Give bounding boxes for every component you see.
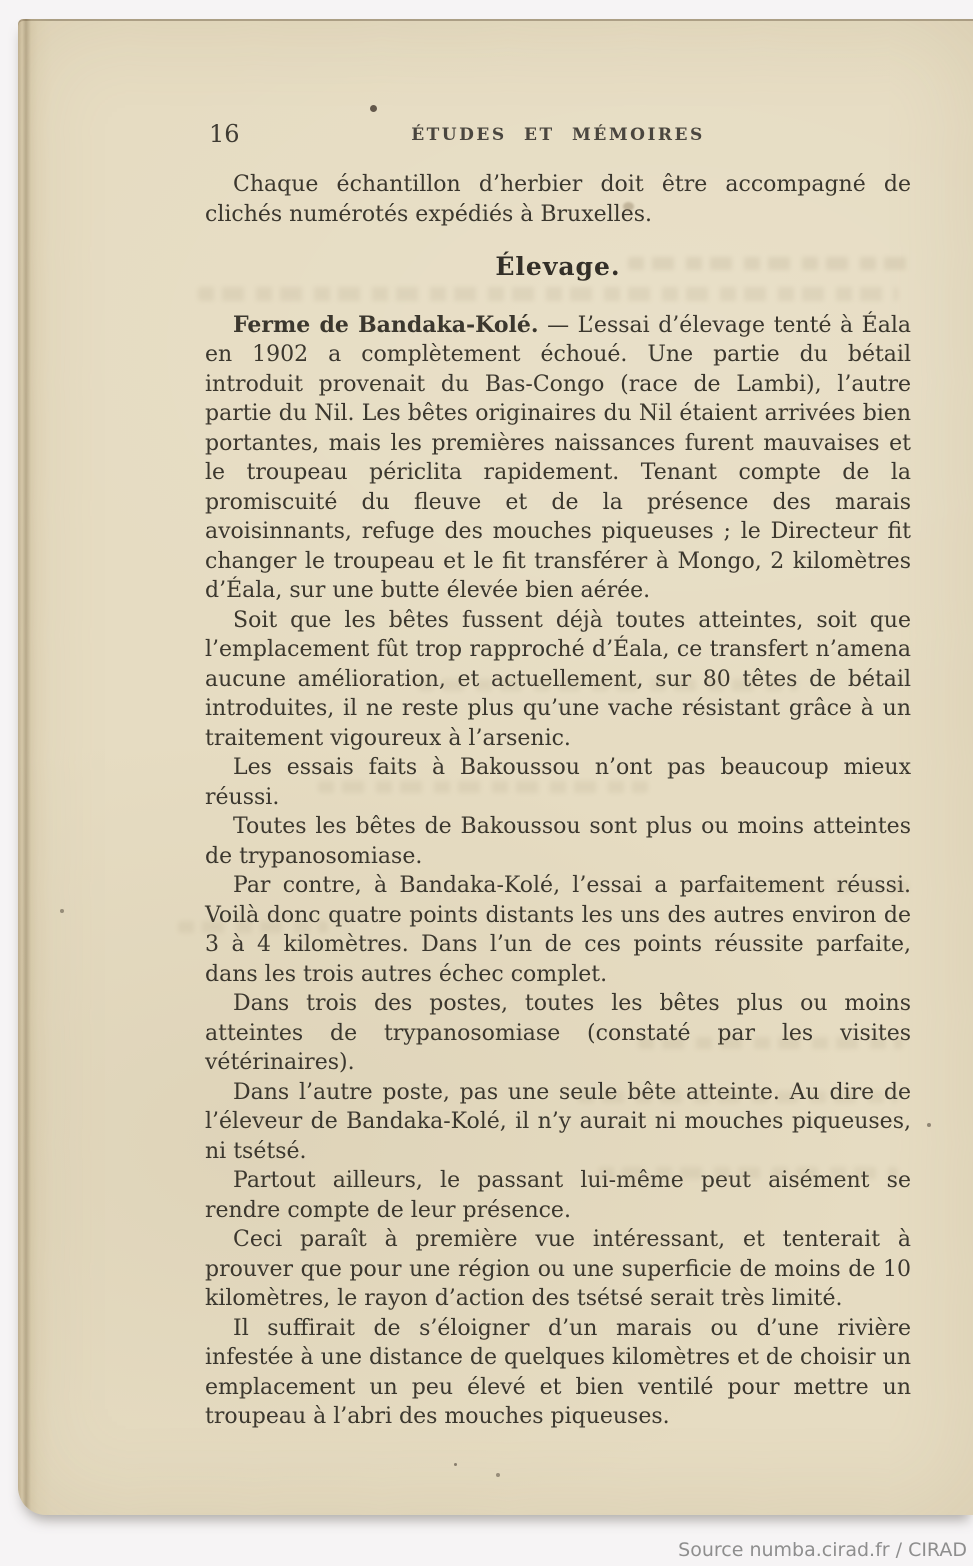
ink-bleedthrough [638, 1037, 903, 1049]
ink-bleedthrough [628, 257, 908, 270]
ink-bleedthrough [598, 1167, 898, 1179]
ink-bleedthrough [318, 781, 648, 793]
paragraph-lead-rest: — L’essai d’élevage tenté à Éala en 1902 a complètement échoué. Une partie du bétail introduit provenait du Bas-Congo (race de Lambi), l’autre partie du Nil. Les bêtes originaires du Nil étaient arrivées bien portantes, mais les premières naissances furent mauvaises et le troupeau périclita rapidement. Tenant compte de la promiscuité du fleuve et de la présence des marais avoisinnants, refuge des mouches piqueuses ; le Directeur fit changer le troupeau et le fit transférer à Mongo, 2 kilomètres d’Éala, sur une butte élevée bien aérée. [205, 312, 911, 603]
paper-stain [623, 202, 634, 211]
source-watermark: Source numba.cirad.fr / CIRAD [678, 1539, 967, 1561]
ink-bleedthrough [578, 1091, 898, 1103]
paragraph-bandaka-contraste: Par contre, à Bandaka-Kolé, l’essai a parfaitement réussi. Voilà donc quatre points distants les uns des autres environ de 3 à 4 kilomètres. Dans l’un de ces points réussite parfaite, dans les trois autres échec complet. [205, 873, 911, 987]
paragraph-bakoussou-betes: Toutes les bêtes de Bakoussou sont plus ou moins atteintes de trypanosomiase. [205, 814, 911, 869]
ink-bleedthrough [418, 679, 798, 691]
paragraph-autre-poste: Dans l’autre poste, pas une seule bête atteinte. Au dire de l’éleveur de Bandaka-Kolé, il n’y aurait ni mouches piqueuses, ni tsétsé. [205, 1079, 911, 1164]
paragraph-ceci-parait: Ceci paraît à première vue intéressant, et tenterait à prouver que pour une région ou une superficie de moins de 10 kilomètres, le rayon d’action des tsétsé serait très limité. [205, 1227, 911, 1311]
paper-speck [496, 1473, 500, 1477]
running-title: ÉTUDES ET MÉMOIRES [411, 125, 705, 145]
paragraph-transfert: Soit que les bêtes fussent déjà toutes atteintes, soit que l’emplacement fût trop rapproché d’Éala, ce transfert n’amena aucune amélioration, et actuellement, sur 80 têtes de bétail introduites, il ne reste plus qu’une vache résistant grâce à un traitement vigoureux à l’arsenic. [205, 607, 911, 751]
ink-bleedthrough [178, 921, 328, 933]
paragraph-ferme-bandaka-kole [205, 311, 911, 606]
paragraph-bakoussou-essais: Les essais faits à Bakoussou n’ont pas beaucoup mieux réussi. [205, 755, 911, 810]
paragraph-lead-bold: Ferme de Bandaka-Kolé. [233, 311, 539, 338]
ink-bleedthrough [198, 287, 898, 301]
paragraph-partout-ailleurs: Partout ailleurs, le passant lui-même peut aisément se rendre compte de leur présence. [205, 1168, 911, 1223]
section-heading: Élevage. [495, 252, 621, 281]
page-header [205, 118, 911, 154]
scanned-page [18, 19, 973, 1515]
page-binding-edge [18, 19, 52, 1515]
paper-speck [60, 909, 64, 913]
paragraph-il-suffirait: Il suffirait de s’éloigner d’un marais ou d’une rivière infestée à une distance de quelques kilomètres et de choisir un emplacement un peu élevé et bien ventilé pour mettre un troupeau à l’abri des mouches piqueuses. [205, 1315, 911, 1429]
paper-speck [454, 1463, 457, 1466]
paper-speck [370, 105, 377, 112]
page-text [205, 170, 911, 1432]
page-number: 16 [209, 120, 240, 148]
paragraph-intro: Chaque échantillon d’herbier doit être accompagné de clichés numérotés expédiés à Bruxelles. [205, 172, 911, 227]
ink-bleedthrough [718, 881, 908, 893]
paper-speck [927, 1123, 931, 1127]
paragraph-trois-postes: Dans trois des postes, toutes les bêtes plus ou moins atteintes de trypanosomiase (constaté par les visites vétérinaires). [205, 991, 911, 1075]
